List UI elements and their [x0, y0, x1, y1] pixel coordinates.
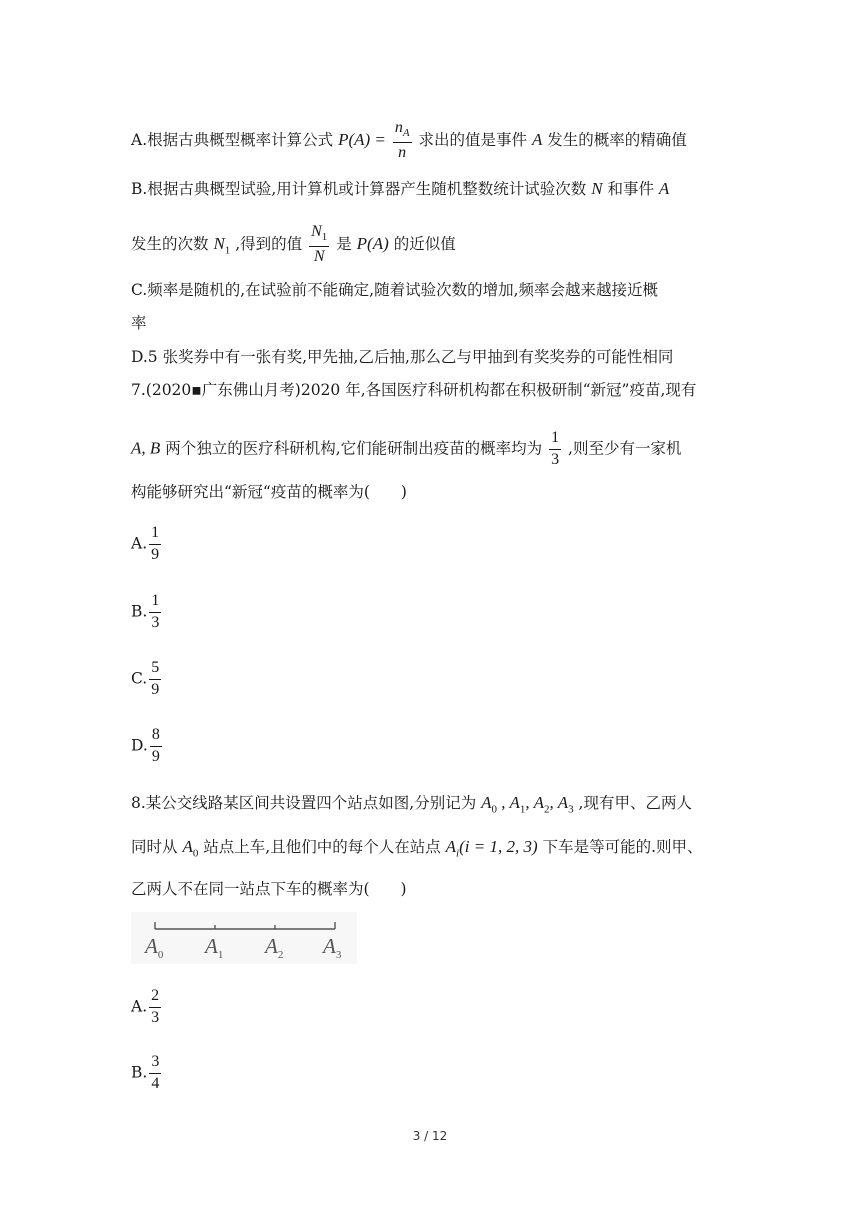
q7-c-num: 5: [149, 660, 161, 680]
q6-b-mid: 和事件: [607, 180, 654, 198]
q6-b2-post: 的近似值: [393, 234, 456, 253]
q8-line2-Ai: A: [445, 837, 457, 856]
q6-a-mid: 求出的值是事件: [418, 130, 527, 149]
q7-stem-line1: 7.(2020▪广东佛山月考)2020 年,各国医疗科研机构都在积极研制“新冠”疫苗,现有: [131, 381, 697, 399]
q6-b2-fraction: [309, 224, 329, 266]
q6-a-num-sub: A: [402, 127, 410, 140]
stop-label-2: $A_2$: [265, 934, 284, 962]
q8-option-a: [131, 988, 163, 1027]
q8-a-num: 2: [149, 988, 161, 1008]
q7-stem-line3: 构能够研究出“新冠“疫苗的概率为( ): [131, 483, 407, 501]
q6-a-post: 发生的概率的精确值: [547, 130, 687, 149]
stop-label-1: $A_1$: [205, 934, 224, 962]
q6-a-var: A: [531, 129, 543, 149]
q7-b-num: 1: [149, 593, 161, 613]
q8-stem-line2: [131, 838, 703, 859]
q8-line2-Ai-sub: i: [456, 847, 460, 860]
q6-a-formula: P(A) =: [338, 129, 386, 149]
q8-stem-line1: 8.某公交线路某区间共设置四个站点如图,分别记为 $A_0$ , $A_1$, $A_2$, $A_3$ ,现有甲、乙两人: [131, 793, 692, 816]
q7-b-den: 3: [151, 613, 160, 631]
q8-stop-var-0: A: [481, 793, 492, 812]
q7-a-den: 9: [151, 545, 160, 563]
q8-a-den: 3: [151, 1008, 160, 1026]
q8-stop-var-1: A: [509, 793, 520, 812]
q7-vars: A, B: [131, 438, 161, 458]
q8-line2-cond: (i = 1, 2, 3): [459, 837, 538, 856]
q7-option-b: [131, 593, 163, 632]
q7-line2-pre: 两个独立的医疗科研机构,它们能研制出疫苗的概率均为: [165, 439, 543, 458]
q8-stop-sub-3: 3: [568, 803, 574, 816]
q6-b2-is: 是: [336, 234, 352, 253]
q6-option-a: [131, 120, 687, 162]
q7-fraction: [549, 430, 561, 469]
q7-a-num: 1: [149, 525, 161, 545]
q7-frac-den: 3: [551, 450, 560, 468]
q8-stop-sub-1: 1: [519, 803, 526, 816]
q6-a-fraction: [393, 120, 412, 162]
q6-b2-pre: 发生的次数: [131, 234, 209, 253]
q8-stop-var-2: A: [533, 793, 544, 812]
q7-d-num: 8: [150, 727, 162, 747]
q8-stop-sub-0: 0: [491, 803, 498, 816]
q7-c-label: C.: [131, 669, 148, 688]
q8-line2-mid: 站点上车,且他们中的每个人在站点: [203, 838, 441, 856]
q6-b-A: A: [658, 179, 670, 198]
q6-b-N: N: [591, 179, 603, 198]
q8-a-label: A.: [131, 997, 148, 1016]
q7-c-den: 9: [151, 680, 160, 698]
q6-b2-den: N: [313, 247, 325, 265]
stop-label-0: $A_0$: [145, 934, 164, 962]
q6-b2-mid: ,得到的值: [235, 234, 303, 253]
q6-b2-N1: N: [213, 233, 225, 253]
q7-b-label: B.: [131, 602, 148, 621]
q7-d-den: 9: [151, 747, 160, 765]
q8-line2-A: A: [182, 837, 193, 856]
q6-option-b-line1: [131, 180, 669, 198]
q7-option-d: [131, 727, 164, 766]
page-number: 3 / 12: [412, 1129, 448, 1143]
q8-line2-pre: 同时从: [131, 838, 178, 856]
q6-b2-PA: P(A): [356, 233, 389, 253]
q7-line2-post: ,则至少有一家机: [568, 439, 682, 458]
q6-b2-num-sub: 1: [321, 231, 328, 244]
q8-stop-sub-2: 2: [543, 803, 550, 816]
q8-line2-A-sub: 0: [192, 847, 199, 860]
q7-stem-line2: [131, 430, 681, 469]
q6-option-b-line2: [131, 224, 456, 266]
q8-line2-post: 下车是等可能的.则甲、: [542, 838, 703, 856]
q8-b-num: 3: [149, 1054, 161, 1074]
q6-a-num: n: [394, 119, 403, 136]
q7-frac-num: 1: [549, 430, 561, 450]
q8-b-label: B.: [131, 1063, 148, 1082]
bus-stops-figure: [131, 912, 357, 964]
q8-stop-var-3: A: [557, 793, 569, 812]
stop-label-3: $A_3$: [323, 934, 342, 962]
q6-b2-N1-sub: 1: [224, 244, 231, 257]
q6-a-text: A.根据古典概型概率计算公式: [131, 130, 334, 149]
q6-b2-num: N: [311, 223, 322, 240]
q8-line1-pre: 8.某公交线路某区间共设置四个站点如图,分别记为: [131, 794, 477, 812]
q8-option-b: [131, 1054, 163, 1093]
q6-option-c-line2: 率: [131, 314, 147, 332]
q8-line1-post: ,现有甲、乙两人: [578, 794, 692, 812]
q7-a-label: A.: [131, 534, 148, 553]
q8-stem-line3: 乙两人不在同一站点下车的概率为( ): [131, 880, 407, 898]
q7-d-label: D.: [131, 736, 148, 755]
q7-option-a: [131, 525, 163, 564]
q7-option-c: [131, 660, 163, 699]
q6-option-c-line1: C.频率是随机的,在试验前不能确定,随着试验次数的增加,频率会越来越接近概: [131, 281, 659, 299]
q6-a-den: n: [398, 143, 407, 161]
q6-b-text: B.根据古典概型试验,用计算机或计算器产生随机整数统计试验次数: [131, 180, 587, 198]
q6-option-d: D.5 张奖券中有一张有奖,甲先抽,乙后抽,那么乙与甲抽到有奖奖券的可能性相同: [131, 348, 674, 366]
q8-b-den: 4: [151, 1074, 160, 1092]
